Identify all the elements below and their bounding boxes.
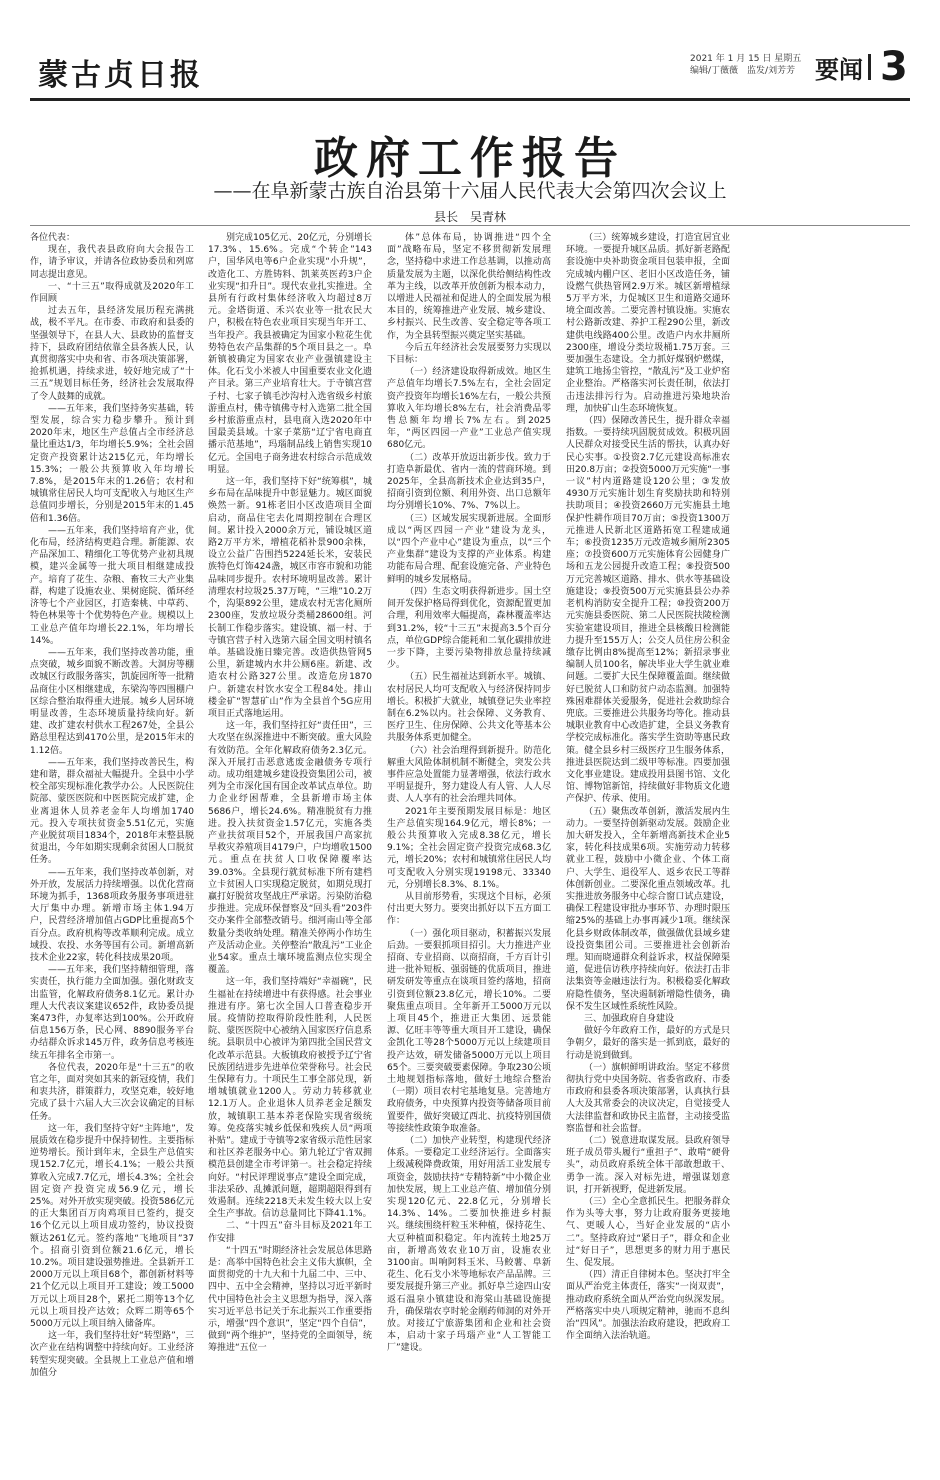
paragraph: （五）民生福祉达到新水平。城镇、农村居民人均可支配收入与经济保持同步增长。积极扩大就业，城镇登记失业率控制在6.2%以内。社会保障、义务教育、医疗卫生、住房保障、公共文化等基本公共服务体系更加健全。 [387,672,551,744]
paragraph: ——五年来，我们坚持改善民生，构建和谐，群众福祉大幅提升。全县中小学校全部实现标准化教学办公。人民医院住院部、蒙医医院和中医医院完成扩建，企业离退休人员养老金年人均增加1740元。投入专项扶贫资金5.51亿元，实施产业脱贫项目1834个，2018年末整县脱贫退出，今年如期实现剩余贫困人口脱贫任务。 [30,757,194,866]
page-number: 3 [880,44,908,90]
paragraph: 从目前形势看，实现这个目标，必须付出更大努力。要突出抓好以下五方面工作： [387,891,551,927]
article-subtitle: ——在阜新蒙古族自治县第十六届人民代表大会第四次会议上 [213,180,727,202]
date-editor-line [690,53,801,77]
paragraph: （四）清正自律树本色。坚决打牢全面从严治党主体责任，落实“一岗双责”，推动政府系统全面从严治党向纵深发展。严格落实中央八项规定精神，驰而不息纠治“四风”。加强法治政府建设，把政府工作全面纳入法治轨道。 [566,1270,730,1342]
text-column-3 [387,232,551,1470]
paragraph: 各位代表，2020年是“十三五”的收官之年，面对突如其来的新冠疫情，我们和衷共济，群策群力，攻坚克难，较好地完成了县十六届人大三次会议确定的目标任务。 [30,1062,194,1122]
paragraph: ——五年来，我们坚持改革创新，对外开放，发展活力持续增强。以优化营商环境为抓手，1368项政务服务事项进驻大厅集中办理。新增市场主体1.94万户，民营经济增加值占GDP比重提高5个百分点。政府机构等改革顺利完成。成立域投、农投、水务等国有公司。新增高新技术企业22家，转化科技成果20项。 [30,867,194,963]
paragraph: （三）全心全意抓民生。把服务群众作为头等大事，努力让政府服务更接地气、更暖人心，当好企业发展的“店小二”。坚持政府过“紧日子”，群众和企业过“好日子”，思想更多的财力用于惠民生、促发展。 [566,1197,730,1269]
masthead [30,44,910,98]
text-column-2 [208,232,372,1470]
text-column-4 [566,232,730,1470]
section-divider [868,54,871,80]
paragraph: （六）社会治理得到新提升。防范化解重大风险体制机制不断健全，突发公共事件应急处置能力显著增强，依法行政水平明显提升，努力建设人有人管、人人尽责、人人享有的社会治理共同体。 [387,745,551,805]
paragraph: 这一年，我们坚持端好“幸福碗”，民生福祉在持续增进中有获得感。社会事业推进有序。第七次全国人口普查稳步开展。疫情防控取得阶段性胜利，人民医院、蒙医医院中心被纳入国家医疗信息系统。县职员中心被评为第四批全国民营文化改革示范县。大板镇政府被授予辽宁省民族团结进步先进单位荣誉称号。社会民生保障有力。十项民生工事全部兑现，新增城镇就业1200人。劳动力转移就业12.1万人。企业退休人员养老金足额发放，城镇职工基本养老保险实现省级统筹。免疫落实城乡低保和残疾人员“两项补贴”。建成于寺镇等2家省级示范性居家和社区养老服务中心。第九轮辽宁省双拥模范县创建全市考评第一。社会稳定持续向好。“村民评理说事点”建设全面完成，非法采砂、乱摊派问题，超期超限得到有效遏制。连续2218天未发生较大以上安全生产事故。信访总量同比下降41.1%。 [208,977,372,1220]
paragraph: （五）聚焦改革创新，激活发展内生动力。一要坚持创新驱动发展。鼓励企业加大研发投入，全年新增高新技术企业5家，转化科技成果6项。实施劳动力转移就业工程，鼓励中小微企业、个体工商户、大学生、退役军人、返乡农民工等群体创新创业。二要深化重点领域改革。扎实推进放务服务中心综合窗口试点建设，确保工程建设审批办事环节、办理时限压缩25%的基础上办事再减少1项。继续深化县乡财政体制改革，做强做优县域乡建设投资集团公司。三要推进社会创新治理。知而晓通群众利益诉求，权益保障渠道，促进信访秩序持续向好。依法打击非法集资等金融违法行为。积极稳妥化解政府隐性债务，坚决遏制新增隐性债务，确保不发生区域性系统性风险。 [566,806,730,1012]
paragraph: 这一年，我们坚持扛好“责任田”，三大攻坚在纵深推进中不断突破。重大风险有效防范。全年化解政府债务2.3亿元。深入开展打击恶意逃废金融债务专项行动。成功组建城乡建设投资集团公司，被列为全市深化国有国企改革试点单位。助力企业纾困帮难，全县新增市场主体5686户，增长24.6%。精准脱贫有力推进。投入扶贫资金1.57亿元，实施各类产业扶贫项目52个，开展我国户高家抗旱救灾养殖项目4179户，户均增收1500元。重点在扶贫人口收保障覆率达39.03%。全县现行就贫标准下所有建档立卡贫困人口实现稳定脱贫，如期兑现打赢打好脱贫攻坚战庄严承诺。污染防治稳步推进。完成环保督察及“回头看”203件交办案件全部整改销号。细河南山等全部数量分类收纳处理。精准关停两小作坊生产及活动企业。关停整治“散乱污”工业企业54家。重点土壤环境监测点位实现全覆盖。 [208,721,372,976]
paragraph: （一）强化项目驱动，积蓄振兴发展后劲。一要狠抓项目招引。大力推进产业招商、专业招商、以商招商，千方百计引进一批补短板、强弱链的优质项目，推进研发研发等重点在谈项目签约落地，招商引资到位额23.8亿元，增长10%。二要聚焦重点项目。全年新开工5000万元以上项目45个，推进正大集团、远景能源、亿旺丰等等重大项目开工建设，确保金凯化工等28个5000万元以上续建项目投产达效，研发储备5000万元以上项目65个。三要突破要素保障。争取230公顷土地规划指标落地，做好土地综合整治（一期）项目农村宅基地复垦。完善地方政府债务，中央预算内投资等储备项目前置要件，做好突破辽西北、抗疫特别国债等接续性政策争取准备。 [387,928,551,1134]
article-title: 政府工作报告 [314,133,626,184]
paragraph: 今后五年经济社会发展要努力实现以下目标： [387,342,551,366]
paragraph: 体”总体布局，协调推进“四个全面”战略布局，坚定不移贯彻新发展理念，坚持稳中求进工作总基调，以推动高质量发展为主题，以深化供给侧结构性改革为主线，以改革开放创新为根本动力，以增进人民福祉和促进人的全面发展为根本目的，统筹推进产业发展、城乡建设、乡村振兴、民生改善、安全稳定等各项工作，为全县转型振兴奠定坚实基础。 [387,233,551,341]
paragraph: 各位代表： [30,233,76,243]
text-column-1 [30,232,194,1470]
header-rule [30,98,910,101]
paragraph: （四）生态文明获得新进步。国土空间开发保护格局得到优化，资源配置更加合理，利用效率大幅提高，森林覆盖率达到31.2%，较“十三五”末提高3.5个百分点，单位GDP综合能耗和二氧化碳排放进一步下降，主要污染物排放总量持续减少。 [387,586,551,671]
paragraph: 这一年，我们坚持下好“统筹棋”，城乡布局在品味提升中彰显魅力。城区面貌焕然一新。91栋老旧小区改造项目全面启动，商品住宅去化周期控制在合理区间。累计投入2000余万元，铺设城区道路2万平方米，增植花稻补景900余株，设立公益广告围挡5224延长米，安装民族特色灯饰424盏，城区市容市貌和功能品味同步提升。农村环境明显改善。累计清理农村垃圾25.37万吨，“三堆”10.2万个，沟渠892公里，建成农村无害化厕所2300座，发放垃圾分类桶28600组。河长制工作稳步落实。建设镇、福一村、于寺镇宫营子村入选第六届全国文明村镇名单。基础设施日臻完善。改造供热管网5公里，新建城内水井公厕6座。新建、改造农村公路327公里。改造危房1870户。新建农村饮水安全工程84处。排山楼金矿“智慧矿山”作为全县首个5G应用项目正式落地运用。 [208,477,372,719]
paragraph: （二）改革开放迈出新步伐。致力于打造阜新最优、省内一流的营商环境。到2025年，全县高新技术企业达到35户，招商引资到位额、利用外资、出口总额年均分别增长10%、7%、7%以上。 [387,452,551,512]
paragraph: 这一年，我们坚持守好“主阵地”，发展质效在稳步提升中保持韧性。主要指标逆势增长。预计到年末，全县生产总值实现152.7亿元，增长4.1%；一般公共预算收入完成7.7亿元，增长4.3%；全社会固定资产投资完成56.9亿元，增长25%。对外开放实现突破。投资586亿元的正大集团百万肉鸡项目已签约，提交16个亿元以上项目成功签约，协议投资额达261亿元。签约落地“飞地项目”37个。招商引资到位额21.6亿元，增长10.2%。项目建设强势推进。全县新开工2000万元以上项目68个，都创新材料等21个亿元以上项目开工建设；竣工5000万元以上项目28个，累托二期等13个亿元以上项目投产达效；众辉二期等65个5000万元以上项目纳入储备库。 [30,1123,194,1330]
newspaper-name: 蒙古贞日报 [38,58,203,93]
paragraph: （三）区域发展实现新进展。全面形成以“两区四园一产业”建设为龙头，以“四个产业中心”建设为重点，以“三个产业集群”建设为支撑的产业体系。构建功能布局合理、配套设施完备、产业特色鲜明的城乡发展格局。 [387,513,551,585]
paragraph: 这一年，我们坚持壮好“转型路”，三次产业在结构调整中持续向好。工业经济转型实现突破。全县规上工业总产值和增加值分 [30,1331,194,1378]
paragraph: 现在，我代表县政府向大会报告工作，请予审议，并请各位政协委员和列席同志提出意见。 [30,245,194,280]
paragraph: 2021年主要预期发展目标是：地区生产总值实现164.9亿元，增长8%；一般公共预算收入完成8.38亿元，增长9.1%；全社会固定资产投资完成68.3亿元，增长20%；农村和城镇常住居民人均可支配收入分别实现19198元、33340元，分别增长8.3%、8.1%。 [387,806,551,890]
paragraph: ——五年来，我们坚持务实基础，转型发展，综合实力稳步攀升。预计到2020年末，地区生产总值占全市经济总量比重达1/3，年均增长5.9%；全社会固定资产投资累计达215亿元，年均增长15.3%；一般公共预算收入年均增长7.8%，是2015年末的1.26倍；农村和城镇常住居民人均可支配收入与地区生产总值同步增长，分别是2015年末的1.45倍和1.36倍。 [30,403,194,524]
title-rule [30,225,910,226]
paragraph: ——五年来，我们坚持改善功能，重点突破，城乡面貌不断改善。大洞房等棚改城区行政服务落实，凯旋园所等一批精品商住小区相继建成，东梁沟等四围棚户区综合整治取得重大进展。城乡人居环境明显改善，生态环境质量持续向好。新建、改扩建农村供水工程267处，全县公路总里程达到4170公里，是2015年末的1.12倍。 [30,647,194,756]
article-body [30,232,910,1470]
paragraph: 一、“十三五”取得成就及2020年工作回顾 [30,281,194,305]
paragraph: 做好今年政府工作，最好的方式是只争朝夕，最好的落实是一抓到底，最好的行动是说到做到。 [566,1026,730,1061]
paragraph: ——五年来，我们坚持培育产业，优化布局，经济结构更趋合理。新能源、农产品深加工、精细化工等优势产业初具规模，建兴金属等一批大项目相继建成投产。培育了花生、杂粮、畜牧三大产业集群，构建了设施农业、果树庭院、循环经济等七个产业园区，打造秦桃、中草药、特色林果等十个优势特色产业。规模以上工业总产值年均增长22.1%，年均增长14%。 [30,525,194,646]
paragraph: （一）旗帜鲜明讲政治。坚定不移贯彻执行党中央国务院、省委省政府、市委市政府和县委各项决策部署，认真执行县人大及其常委会的决议决定，自觉接受人大法律监督和政协民主监督，主动接受监察监督和社会监督。 [566,1062,730,1134]
paragraph: ——五年来，我们坚持精细管理，落实责任，执行能力全面加强。强化财政支出监管，化解政府债务8.1亿元。累计办理人大代表议案建议652件，政协委员提案473件，办复率达到100%。公开政府信息156万条，民心网、8890服务平台办结群众诉求145万件，政务信息考核连续五年排名全市第一。 [30,965,194,1061]
paragraph: 二、“十四五”奋斗目标及2021年工作安排 [208,1221,372,1244]
article-byline: 县长 吴青林 [433,210,506,224]
paragraph: （二）加快产业转型，构建现代经济体系。一要稳定工业经济运行。全面落实上级减税降费政策，用好用活工业发展专项资金，鼓励扶持“专精特新”中小微企业加快发展，规上工业总产值、增加值分别实现120亿元、22.8亿元，分别增长14.3%、14%。二要加快推进乡村振兴。继续围绕杆粒玉米种植，保持花生、大豆种植面积稳定。年内流转土地25万亩，新增高效农业10万亩，设施农业3100亩。叫响阿料玉米、马鲛薯、阜新花生、化石戈小米等地标农产品品牌。三要发展提升第三产业。抓好阜兰途四山安返石温泉小镇建设和海棠山基础设施提升，确保瑞农亨时轮金刚药师洞的对外开放。对接辽宁旅游集团和企业和社会资本，启动十家子玛瑙产业“人工智能工厂”建设。 [387,1136,551,1354]
paragraph: 三、加强政府自身建设 [584,1014,675,1024]
paragraph: （一）经济建设取得新成效。地区生产总值年均增长7.5%左右，全社会固定资产投资年均增长16%左右，一般公共预算收入年均增长8%左右，社会消费品零售总额年均增长7%左右。到2025年，“两区四园一产业”工业总产值实现680亿元。 [387,367,551,451]
paragraph: 别完成105亿元、20亿元，分别增长17.3%、15.6%。完成“个转企”143户，国华风电等6户企业实现“小升规”，改造化工、方胜铸料、凯莱英医药3户企业实现“扣升日”。现代农业扎实推进。全县所有行政村集体经济收入均超过8万元。金塔街道、禾兴农业等一批农民大户，积极在特色农业项目实现当年开工、当年投产。我县被确定为国家小粒花生优势特色农产品集群的5个项目县之一。阜新镇被确定为国家农业产业强镇建设主体。化石戈小米被人中国重要农业文化遗产目录。第三产业培育壮大。于寺镇宫营子村、七家子镇毛沙沟村入选省级乡村旅游重点村，佛寺镇佛寺村入选第二批全国乡村旅游重点村，县电商入选2020年中国最美县域。十家子菜筋“辽宁省电商直播示范基地”，玛瑙制品线上销售实现10亿元。全国电子商务进农村综合示范成效明显。 [208,233,372,475]
paragraph: （四）保障改善民生，提升群众幸福指数。一要持续巩固脱贫成效。积极巩固人民群众对接受民生活的帮扶，认真办好民心实事。①投资2.7亿元建设高标准农田20.8万亩；②投资5000万元实施“一事一议”村内道路建设120公里；③发放4930万元实施计划生育奖励扶助和特别扶助项目；④投资2660万元实施县土地保护性耕作项目70万亩；⑤投资1300万元推进人民新北区道路拓宽工程建成通车；⑥投资1235万元改造城乡厕所2305座；⑦投资600万元实施体育公园健身广场和五龙公园提升改造工程；⑧投资500万元完善城区道路、排水、供水等基础设施建设；⑨投资500万元实施县县公办养老机构消防安全提升工程；⑩投资200万元实施县委医院、第二人民医院扶陵检测实验室建设项目，推进全县核酸日检测能力提升至155万人；公交人员住房公积金缴存比例由8%提高至12%；新招录事业编制人员100名，解决毕业大学生就业难问题。二要扩大民生保障覆盖面。继续做好已脱贫人口和防贫户动态监测。加强特殊困难群体关爱服务，促进社会救助综合兜底。三要推进公共服务均等化。推动县城职业教育中心改造扩建，全县义务教育学校完成标准化。落实学生资助等惠民政策。健全县乡村三级医疗卫生服务体系，推进县医院达到二级甲等标准。四要加强文化事业建设。建成投用县图书馆、文化馆、博物馆新馆，持续做好非物质文化遗产保护、传承、使用。 [566,416,730,805]
editor-credits: 编辑/丁薇薇 监发/刘芳芳 [690,66,796,76]
paragraph: “十四五”时期经济社会发展总体思路是：高举中国特色社会主义伟大旗帜，全面贯彻党的十九大和十九届二中、三中、四中、五中全会精神，坚持以习近平新时代中国特色社会主义思想为指导，深入落实习近平总书记关于东北振兴工作重要指示，增强“四个意识”，坚定“四个自信”，做到“两个维护”，坚持党的全面领导，统筹推进“五位一 [208,1245,372,1354]
paragraph: （三）统筹城乡建设，打造宜居宜业环境。一要提升城区品质。抓好新老路配套设施中央补助资金项目包装申报，全面完成城内棚户区、老旧小区改造任务，铺设燃气供热管网2.9万米。城区新增植绿5万平方米，力促城区卫生和道路交通环境全面改善。二要完善村镇设施。实施农村公路新改建、养护工程290公里，新改建供电线路400公里。改造户内水井厕所2300座，增设分类垃圾桶1.75万套。三要加强生态建设。全力抓好煤钢炉燃煤，建筑工地扬尘管控，“散乱污”及工业炉窑企业整治。严格落实河长责任制，依法打击违法排污行为。启动推进污染地块治理，加快矿山生态环境恢复。 [566,233,730,414]
publication-date: 2021 年 1 月 15 日 星期五 [690,54,802,64]
paragraph: 过去五年，县经济发展历程充满挑战，极不平凡。在市委、市政府和县委的坚强领导下，在县人大、县政协的监督支持下，县政府团结依靠全县各族人民，认真贯彻落实中央和省、市各项决策部署，抢抓机遇，持续求进，较好地完成了“十三五”规划目标任务，经济社会发展取得了令人鼓舞的成就。 [30,306,194,402]
paragraph: （二）锐意进取谋发展。县政府领导班子成员带头履行“重担子”、敢啃“硬骨头”，动员政府系统全体干部敢想敢干、勇争一流。深入对标先进，增强谋划意识，打开新视野，促进新发展。 [566,1136,730,1195]
section-label: 要闻 [815,56,863,84]
